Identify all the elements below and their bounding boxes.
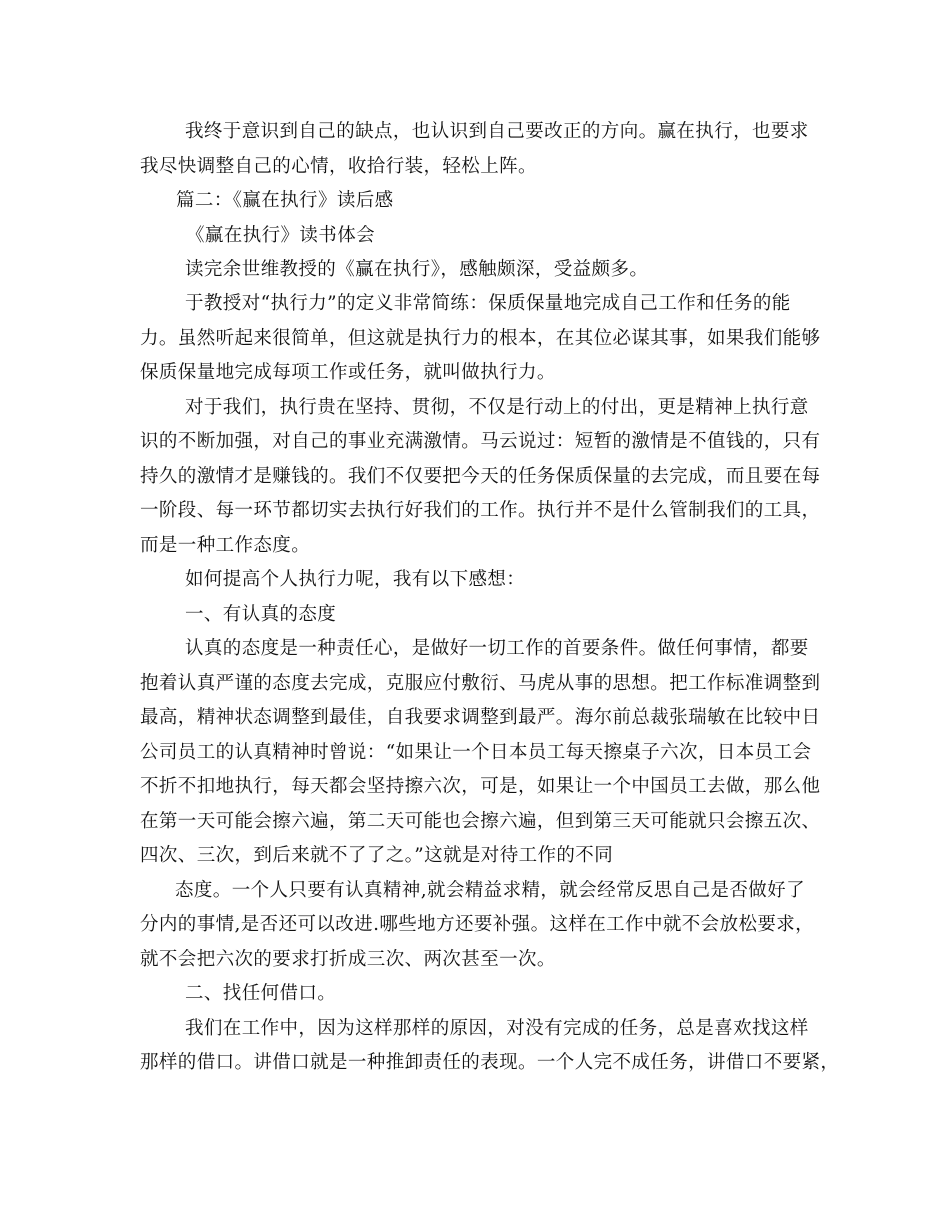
paragraph-line: 分内的事情,是否还可以改进.哪些地方还要补强。这样在工作中就不会放松要求，: [140, 914, 815, 935]
paragraph-line: 就不会把六次的要求打折成三次、两次甚至一次。: [140, 949, 556, 970]
paragraph-line: 力。虽然听起来很简单，但这就是执行力的根本，在其位必谋其事，如果我们能够: [140, 328, 821, 349]
paragraph-line: 那样的借口。讲借口就是一种推卸责任的表现。一个人完不成任务，讲借口不要紧，: [140, 1052, 840, 1073]
paragraph-line: 读完余世维教授的《赢在执行》，感触颇深，受益颇多。: [185, 259, 649, 280]
paragraph-line: 公司员工的认真精神时曾说：“如果让一个日本员工每天擦桌子六次，日本员工会: [140, 742, 812, 763]
paragraph-line: 在第一天可能会擦六遍，第二天可能也会擦六遍，但到第三天可能就只会擦五次、: [140, 811, 821, 832]
paragraph-line: 我尽快调整自己的心情，收拾行装，轻松上阵。: [140, 156, 537, 177]
paragraph-line: 而是一种工作态度。: [140, 535, 311, 556]
paragraph-line: 识的不断加强，对自己的事业充满激情。马云说过：短暂的激情是不值钱的，只有: [140, 431, 821, 452]
paragraph-line: 于教授对“执行力”的定义非常简练：保质保量地完成自己工作和任务的能: [185, 293, 791, 314]
paragraph-line: 认真的态度是一种责任心，是做好一切工作的首要条件。做任何事情，都要: [185, 638, 809, 659]
paragraph-line: 态度。一个人只要有认真精神,就会精益求精，就会经常反思自己是否做好了: [175, 880, 805, 901]
paragraph-line: 四次、三次，到后来就不了了之。”这就是对待工作的不同: [140, 845, 614, 866]
paragraph-line: 对于我们，执行贵在坚持、贯彻，不仅是行动上的付出，更是精神上执行意: [185, 397, 809, 418]
paragraph-line: 一阶段、每一环节都切实去执行好我们的工作。执行并不是什么管制我们的工具，: [140, 500, 821, 521]
section-heading: 篇二：《赢在执行》读后感: [176, 190, 394, 211]
paragraph-line: 如何提高个人执行力呢，我有以下感想：: [185, 569, 526, 590]
paragraph-line: 我们在工作中，因为这样那样的原因，对没有完成的任务，总是喜欢找这样: [185, 1018, 809, 1039]
paragraph-line: 抱着认真严谨的态度去完成，克服应付敷衍、马虎从事的思想。把工作标准调整到: [140, 673, 821, 694]
section-heading: 二、找任何借口。: [185, 983, 337, 1004]
paragraph-line: 不折不扣地执行，每天都会坚持擦六次，可是，如果让一个中国员工去做，那么他: [140, 776, 821, 797]
article-title: 《赢在执行》读书体会: [186, 225, 376, 246]
section-heading: 一、有认真的态度: [185, 604, 337, 625]
paragraph-line: 保质保量地完成每项工作或任务，就叫做执行力。: [140, 362, 556, 383]
paragraph-line: 我终于意识到自己的缺点，也认识到自己要改正的方向。赢在执行，也要求: [185, 121, 809, 142]
paragraph-line: 持久的激情才是赚钱的。我们不仅要把今天的任务保质保量的去完成，而且要在每: [140, 466, 821, 487]
paragraph-line: 最高，精神状态调整到最佳，自我要求调整到最严。海尔前总裁张瑞敏在比较中日: [140, 707, 821, 728]
